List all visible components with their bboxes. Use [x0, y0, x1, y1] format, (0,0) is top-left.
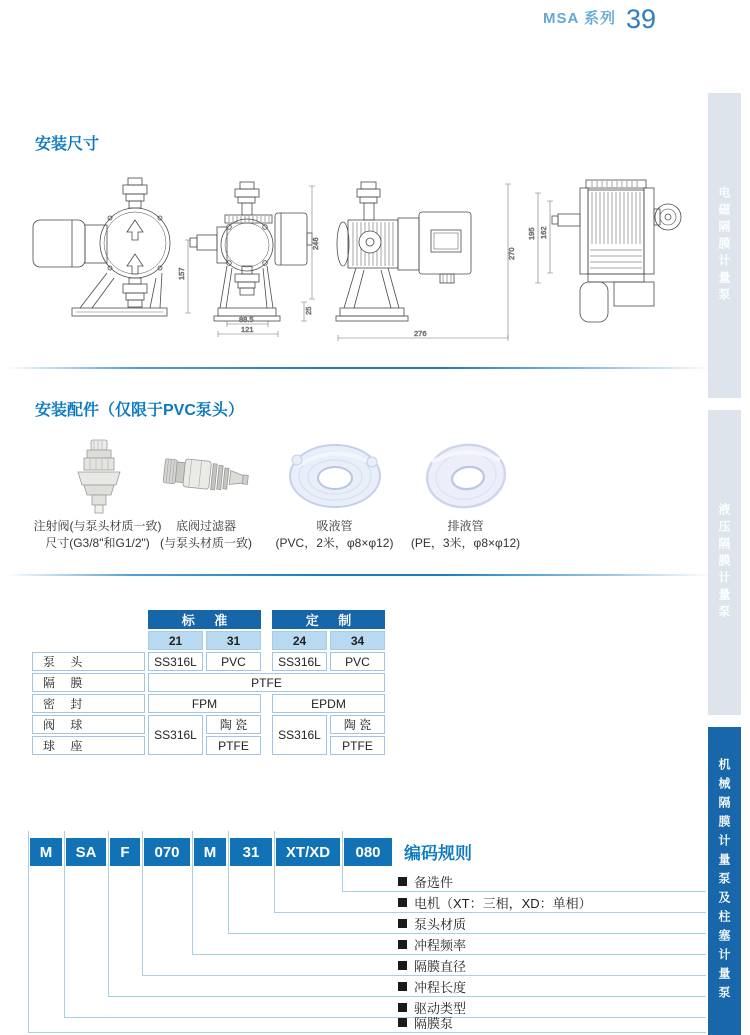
connector-line — [228, 831, 229, 933]
dim-front-total-height: 246 — [311, 237, 320, 250]
bullet-square-icon — [398, 898, 407, 907]
valve-ball-value-std-31: 陶 瓷 — [206, 715, 261, 734]
drawing-front-dimensions — [177, 186, 320, 337]
table-code-21: 21 — [148, 631, 203, 650]
accessory-caption-line1: 排液管 — [447, 519, 484, 533]
accessory-discharge-tube — [398, 438, 533, 552]
seal-value-standard: FPM — [148, 694, 261, 713]
dim-rear-outer: 195 — [527, 227, 536, 240]
coding-legend-label: 泵头材质 — [414, 916, 467, 932]
table-code-31: 31 — [206, 631, 261, 650]
coding-legend-diaphragm-pump — [398, 1014, 453, 1030]
connector-line — [274, 831, 275, 912]
code-segment-diaphragm-diameter: 070 — [144, 838, 190, 866]
connector-line — [108, 831, 109, 996]
pump-technical-drawings — [22, 168, 697, 358]
connector-line — [142, 831, 143, 975]
section-divider — [6, 574, 712, 576]
section-title-accessories: 安装配件（仅限于PVC泵头） — [35, 402, 244, 419]
row-label-diaphragm: 隔 膜 — [32, 673, 145, 692]
seal-value-custom: EPDM — [272, 694, 385, 713]
accessory-caption-line1: 注射阀(与泵头材质一致) — [33, 519, 162, 533]
accessory-foot-valve-filter — [146, 438, 266, 552]
sidebar-tab-mechanical-diaphragm-pump-active[interactable] — [708, 727, 741, 1035]
table-group-standard: 标 准 — [148, 610, 261, 629]
bullet-square-icon — [398, 919, 407, 928]
sidebar-tab-solenoid-diaphragm-pump[interactable] — [708, 93, 741, 398]
accessory-suction-tube — [272, 438, 397, 552]
coding-legend-stroke-length — [398, 978, 466, 994]
coding-legend-label: 冲程频率 — [414, 937, 467, 953]
row-label-ball-seat: 球 座 — [32, 736, 145, 755]
accessory-caption-line2: 尺寸(G3/8"和G1/2") — [45, 536, 150, 550]
connector-line — [28, 1032, 706, 1033]
connector-line — [64, 1017, 706, 1018]
ball-seat-value-cust-24: SS316L — [272, 715, 327, 755]
coding-legend-motor — [398, 894, 592, 910]
connector-line — [228, 933, 706, 934]
diaphragm-value: PTFE — [148, 673, 385, 692]
discharge-tube-image — [398, 438, 533, 514]
drawing-front-view — [190, 182, 312, 321]
bullet-square-icon — [398, 877, 407, 886]
code-segment-pump-head-material: 31 — [230, 838, 272, 866]
section-divider — [6, 367, 712, 369]
bullet-square-icon — [398, 1018, 407, 1027]
page-number: 39 — [625, 4, 656, 34]
drawing-plan-view — [33, 178, 170, 316]
sidebar-tab-label: 机械隔膜计量泵及柱塞计量泵 — [717, 757, 731, 1005]
connector-line — [342, 831, 343, 891]
dim-front-base-inner: 88.5 — [239, 315, 254, 324]
drawing-rear-view — [552, 180, 681, 322]
section-title-install-dimensions: 安装尺寸 — [35, 136, 100, 153]
dim-side-width: 276 — [414, 329, 427, 338]
materials-table — [32, 610, 385, 755]
dim-front-height: 157 — [177, 267, 186, 280]
accessory-caption-line2: (与泵头材质一致) — [160, 536, 252, 550]
dim-side-height: 270 — [507, 247, 516, 260]
accessory-caption-line1: 底阀过滤器 — [175, 519, 236, 533]
foot-valve-image — [146, 438, 266, 514]
bullet-square-icon — [398, 1003, 407, 1012]
pump-head-value: SS316L — [148, 652, 203, 671]
bullet-square-icon — [398, 940, 407, 949]
coding-legend-label: 备选件 — [414, 874, 454, 890]
ball-seat-value-std-21: SS316L — [148, 715, 203, 755]
coding-legend-options — [398, 873, 453, 889]
dim-front-base-height: 25 — [304, 306, 313, 315]
ball-seat-value-cust-34: PTFE — [330, 736, 385, 755]
dim-rear-inner: 162 — [539, 226, 548, 239]
drawing-side-view — [336, 182, 471, 321]
coding-legend-label: 隔膜泵 — [414, 1015, 454, 1031]
coding-rule-title: 编码规则 — [404, 844, 472, 863]
sidebar-tab-hydraulic-diaphragm-pump[interactable] — [708, 410, 741, 715]
page-header — [543, 6, 656, 33]
code-segment-diaphragm-pump: M — [30, 838, 62, 866]
connector-line — [192, 831, 193, 954]
row-label-valve-ball: 阀 球 — [32, 715, 145, 734]
table-code-34: 34 — [330, 631, 385, 650]
code-segment-motor: XT/XD — [276, 838, 340, 866]
connector-line — [64, 831, 65, 1017]
code-segment-stroke-frequency: M — [194, 838, 226, 866]
connector-line — [274, 912, 706, 913]
coding-legend-pump-head-material — [398, 915, 466, 931]
connector-line — [108, 996, 706, 997]
accessory-caption-line1: 吸液管 — [316, 519, 353, 533]
code-segment-drive-type: SA — [66, 838, 106, 866]
coding-legend-diaphragm-diameter — [398, 957, 466, 973]
accessory-caption-line2: (PVC，2米，φ8×φ12) — [275, 536, 394, 550]
coding-legend-label: 电机（XT：三相，XD：单相） — [414, 895, 592, 911]
pump-head-value: PVC — [330, 652, 385, 671]
row-label-seal: 密 封 — [32, 694, 145, 713]
code-segment-options: 080 — [344, 838, 392, 866]
sidebar-tab-label: 电磁隔膜计量泵 — [717, 186, 731, 305]
dim-front-base-outer: 121 — [241, 325, 254, 334]
drawing-side-dimensions — [338, 184, 516, 341]
table-group-custom: 定 制 — [272, 610, 385, 629]
bullet-square-icon — [398, 961, 407, 970]
coding-legend-label: 隔膜直径 — [414, 958, 467, 974]
bullet-square-icon — [398, 982, 407, 991]
table-code-24: 24 — [272, 631, 327, 650]
coding-legend-label: 冲程长度 — [414, 979, 467, 995]
code-segment-stroke-length: F — [110, 838, 140, 866]
drawing-rear-dimensions — [527, 193, 553, 283]
pump-head-value: SS316L — [272, 652, 327, 671]
accessory-caption-line2: (PE，3米，φ8×φ12) — [410, 536, 521, 550]
valve-ball-value-cust-34: 陶 瓷 — [330, 715, 385, 734]
suction-tube-image — [272, 438, 397, 514]
sidebar-tab-label: 液压隔膜计量泵 — [717, 503, 731, 622]
coding-legend-label: 驱动类型 — [414, 1000, 467, 1016]
row-label-pump-head: 泵 头 — [32, 652, 145, 671]
coding-legend-stroke-frequency — [398, 936, 466, 952]
series-label: MSA 系列 — [543, 10, 616, 27]
pump-head-value: PVC — [206, 652, 261, 671]
connector-line — [28, 831, 29, 1032]
ball-seat-value-std-31: PTFE — [206, 736, 261, 755]
